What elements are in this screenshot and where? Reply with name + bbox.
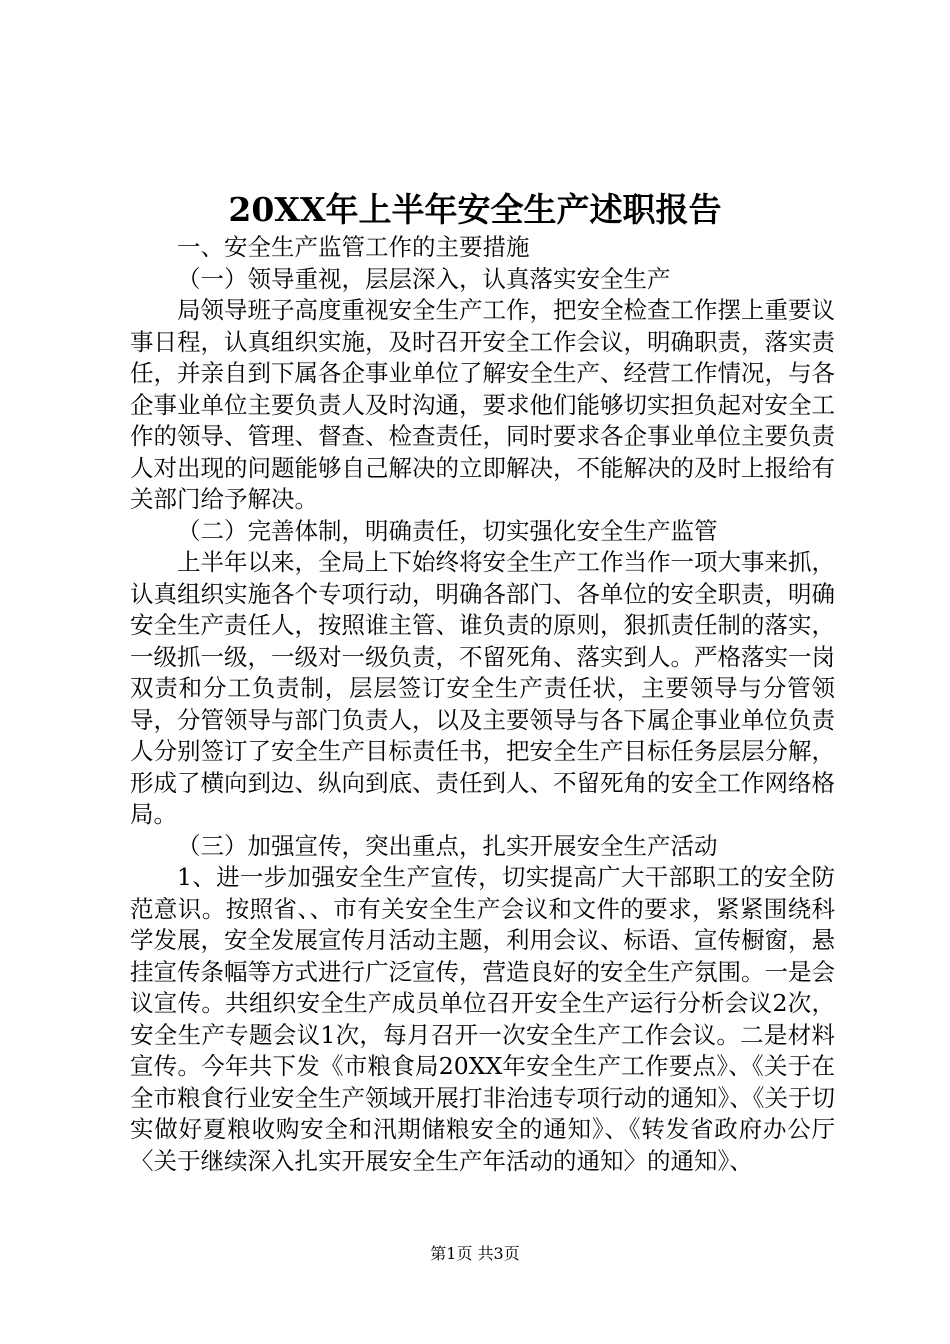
body-paragraph: 局领导班子高度重视安全生产工作，把安全检查工作摆上重要议事日程，认真组织实施，及时召开安全工作会议，明确职责，落实责任，并亲自到下属各企事业单位了解安全生产、经营工作情况，与各企事业单位主要负责人及时沟通，要求他们能够切实担负起对安全工作的领导、管理、督查、检查责任，同时要求各企事业单位主要负责人对出现的问题能够自己解决的立即解决，不能解决的及时上报给有关部门给予解决。 [130, 296, 835, 513]
subsection-heading: （一）领导重视，层层深入，认真落实安全生产 [177, 264, 671, 293]
document-title: 20XX年上半年安全生产述职报告 [228, 190, 722, 229]
subsection-heading: （三）加强宣传，突出重点，扎实开展安全生产活动 [177, 831, 718, 860]
section-heading: 一、安全生产监管工作的主要措施 [177, 233, 530, 261]
document-body [130, 232, 835, 1177]
page-footer: 第1页 共3页 [430, 1244, 520, 1263]
subsection-heading: （二）完善体制，明确责任，切实强化安全生产监管 [177, 516, 718, 545]
body-paragraph: 1、进一步加强安全生产宣传，切实提高广大干部职工的安全防范意识。按照省、、市有关安全生产会议和文件的要求，紧紧围绕科学发展，安全发展宣传月活动主题，利用会议、标语、宣传橱窗，悬挂宣传条幅等方式进行广泛宣传，营造良好的安全生产氛围。一是会议宣传。共组织安全生产成员单位召开安全生产运行分析会议2次，安全生产专题会议1次，每月召开一次安全生产工作会议。二是材料宣传。今年共下发《市粮食局20XX年安全生产工作要点》、《关于在全市粮食行业安全生产领域开展打非治违专项行动的通知》、《关于切实做好夏粮收购安全和汛期储粮安全的通知》、《转发省政府办公厅〈关于继续深入扎实开展安全生产年活动的通知〉的通知》、 [130, 863, 835, 1175]
body-paragraph: 上半年以来，全局上下始终将安全生产工作当作一项大事来抓，认真组织实施各个专项行动，明确各部门、各单位的安全职责，明确安全生产责任人，按照谁主管、谁负责的原则，狠抓责任制的落实，一级抓一级，一级对一级负责，不留死角、落实到人。严格落实一岗双责和分工负责制，层层签订安全生产责任状，主要领导与分管领导，分管领导与部门负责人，以及主要领导与各下属企事业单位负责人分别签订了安全生产目标责任书，把安全生产目标任务层层分解，形成了横向到边、纵向到底、责任到人、不留死角的安全工作网络格局。 [130, 548, 835, 828]
